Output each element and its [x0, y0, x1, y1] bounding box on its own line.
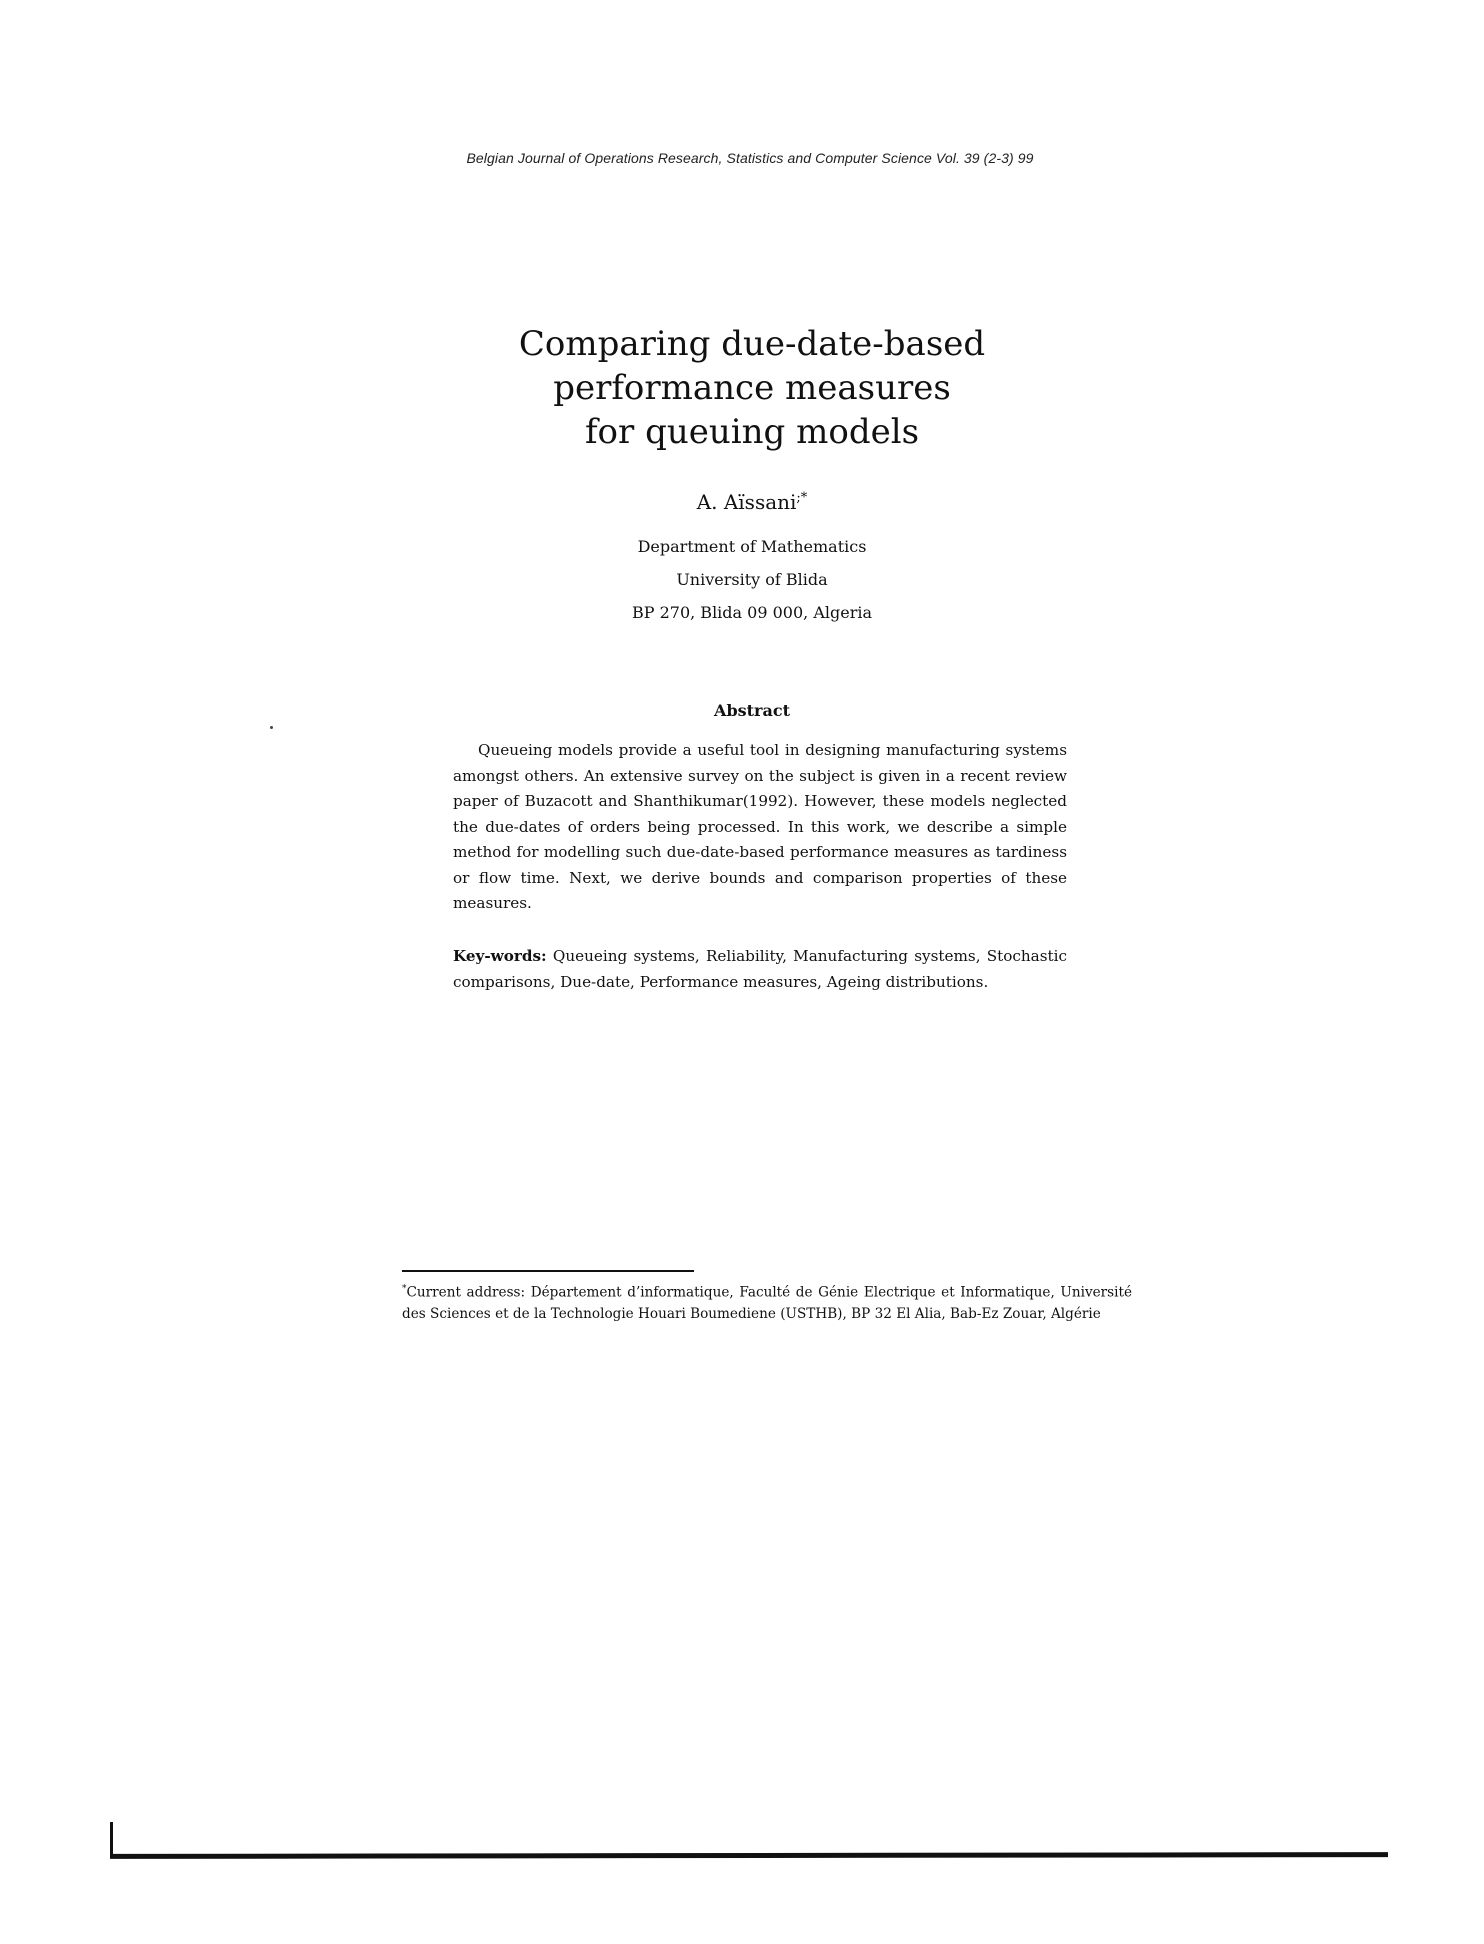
- affiliation-address: BP 270, Blida 09 000, Algeria: [631, 603, 873, 622]
- author: [0, 490, 1484, 514]
- footnote: [402, 1279, 1132, 1326]
- footnote-rule: [402, 1270, 694, 1272]
- affiliation-university: University of Blida: [676, 570, 828, 589]
- footnote-text: Current address: Département d’informatique, Faculté de Génie Electrique et Informatique, Université des Sciences et de la Technologie Houari Boumediene (USTHB), BP 32 El Alia, Bab-Ez Zouar, Algérie: [402, 1284, 1132, 1323]
- title-line-1: Comparing due-date-based: [518, 324, 986, 364]
- title-line-2: performance measures: [553, 368, 951, 408]
- running-header: Belgian Journal of Operations Research, Statistics and Computer Science Vol. 39 (2-3) 99: [466, 150, 1034, 166]
- scan-frame-bottom-line: [110, 1852, 1388, 1859]
- keywords: [453, 944, 1067, 995]
- footnote-mark: *: [402, 1284, 407, 1294]
- author-name: A. Aïssani: [696, 490, 797, 514]
- paper-title: [0, 322, 1484, 454]
- title-line-3: for queuing models: [584, 412, 920, 452]
- scan-frame-edge: [110, 1822, 113, 1856]
- abstract-heading: Abstract: [714, 701, 790, 720]
- affiliation-department: Department of Mathematics: [637, 537, 867, 556]
- abstract-body: Queueing models provide a useful tool in designing manufacturing systems amongst others. An extensive survey on the subject is given in a recent review paper of Buzacott and Shanthikumar(1992). However, these models neglected the due-dates of orders being processed. In this work, we describe a simple method for modelling such due-date-based performance measures as tardiness or flow time. Next, we derive bounds and comparison properties of these measures.: [453, 741, 1067, 912]
- affiliation: [0, 530, 1484, 629]
- keywords-text: Queueing systems, Reliability, Manufacturing systems, Stochastic comparisons, Due-date, Performance measures, Ageing distributions.: [453, 947, 1067, 991]
- author-footnote-mark: ;*: [796, 490, 808, 506]
- scan-speck: [270, 726, 273, 729]
- keywords-label: Key-words:: [453, 947, 547, 965]
